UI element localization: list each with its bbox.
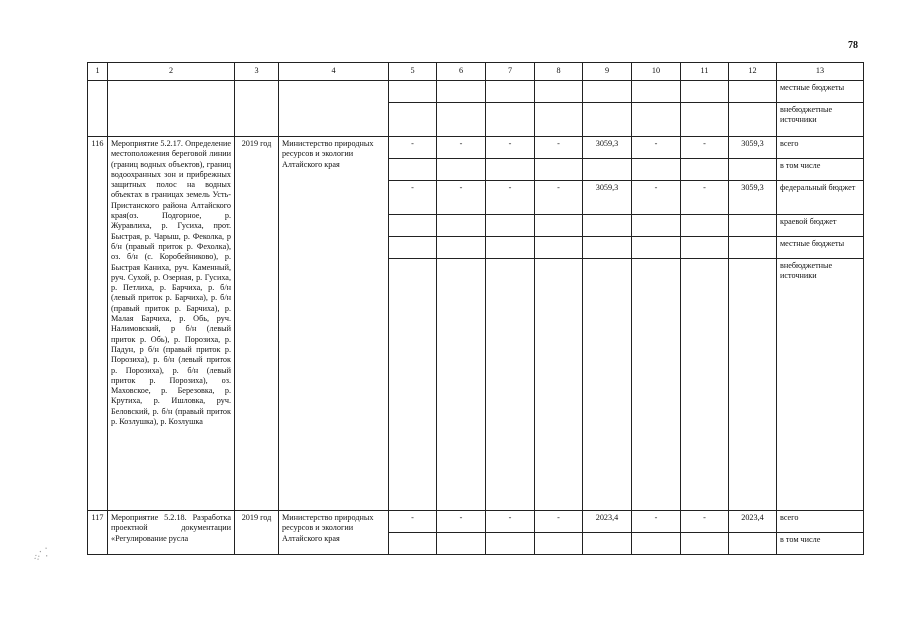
value-cell: - (389, 137, 437, 159)
continuation-row (88, 81, 864, 103)
value-cell: - (535, 511, 583, 533)
value-cell: - (486, 137, 535, 159)
budget-table (87, 62, 864, 555)
value-cell: 3059,3 (583, 137, 632, 159)
funding-source: всего (777, 137, 864, 159)
value-cell: 3059,3 (729, 181, 777, 215)
table-row (88, 511, 864, 533)
table-row (88, 137, 864, 159)
header-cell: 6 (437, 63, 486, 81)
value-cell: - (437, 137, 486, 159)
funding-source: краевой бюджет (777, 215, 864, 237)
value-cell: - (632, 181, 681, 215)
value-cell: - (437, 181, 486, 215)
funding-source: в том числе (777, 159, 864, 181)
funding-source: в том числе (777, 533, 864, 555)
value-cell: 2023,4 (583, 511, 632, 533)
value-cell: 3059,3 (583, 181, 632, 215)
measure-executor: Министерство природных ресурсов и экологии Алтайского края (279, 137, 389, 511)
funding-source: внебюджетные источники (777, 103, 864, 137)
header-cell: 9 (583, 63, 632, 81)
row-number: 116 (88, 137, 108, 511)
value-cell: - (389, 511, 437, 533)
value-cell: - (535, 137, 583, 159)
measure-year: 2019 год (235, 137, 279, 511)
measure-name: Мероприятие 5.2.17. Определение местоположения береговой линии (границ водных объектов), границ водоохранных зон и прибрежных защитных полос на водных объектах в границах земель Усть-Пристанского района Алтайского края(оз. Подгорное, р. Журавлиха, р. Гусиха, прот. Быстрая, р. Чарыш, р. Феколка, р б/н (правый приток р. Фехолка), оз. б/н (с. Коробейниково), р. Быстрая Каниха, руч. Каменный, руч. Сухой, р. Озерная, р. Гусиха, р. Петлиха, р. Барчиха, р. б/н (левый приток р. Барчиха), р. б/н (правый приток р. Барчиха), р. Малая Барчиха, р. Обь, руч. Налимовский, р б/н (левый приток р. Обь), р. Порозиха, р. Падун, р б/н (правый приток р. Порозиха), р. б/н (левый приток р. Порозиха), р. б/н (левый приток р. Порозиха), оз. Маховское, р. Березовка, р. Крутиха, р. Ишловка, руч. Беловский, р. б/н (правый приток р. Козлушка), р. Козлушка (108, 137, 235, 511)
header-cell: 1 (88, 63, 108, 81)
funding-source: внебюджетные источники (777, 259, 864, 511)
funding-source: местные бюджеты (777, 81, 864, 103)
header-row (88, 63, 864, 81)
header-cell: 3 (235, 63, 279, 81)
value-cell: - (681, 181, 729, 215)
header-cell: 5 (389, 63, 437, 81)
value-cell: - (632, 137, 681, 159)
header-cell: 2 (108, 63, 235, 81)
funding-source: местные бюджеты (777, 237, 864, 259)
header-cell: 12 (729, 63, 777, 81)
funding-source: федеральный бюджет (777, 181, 864, 215)
value-cell: - (535, 181, 583, 215)
measure-executor: Министерство природных ресурсов и экологии Алтайского края (279, 511, 389, 555)
value-cell: - (486, 181, 535, 215)
value-cell: 3059,3 (729, 137, 777, 159)
header-cell: 11 (681, 63, 729, 81)
value-cell: - (632, 511, 681, 533)
header-cell: 13 (777, 63, 864, 81)
value-cell: - (486, 511, 535, 533)
header-cell: 7 (486, 63, 535, 81)
header-cell: 8 (535, 63, 583, 81)
value-cell: - (681, 511, 729, 533)
page-number: 78 (848, 40, 858, 51)
row-number: 117 (88, 511, 108, 555)
header-cell: 10 (632, 63, 681, 81)
measure-name: Мероприятие 5.2.18. Разработка проектной документации «Регулирование русла (108, 511, 235, 555)
funding-source: всего (777, 511, 864, 533)
scan-artifact: ⁘⸪ (30, 546, 53, 566)
value-cell: - (437, 511, 486, 533)
measure-year: 2019 год (235, 511, 279, 555)
value-cell: - (681, 137, 729, 159)
header-cell: 4 (279, 63, 389, 81)
value-cell: 2023,4 (729, 511, 777, 533)
value-cell: - (389, 181, 437, 215)
